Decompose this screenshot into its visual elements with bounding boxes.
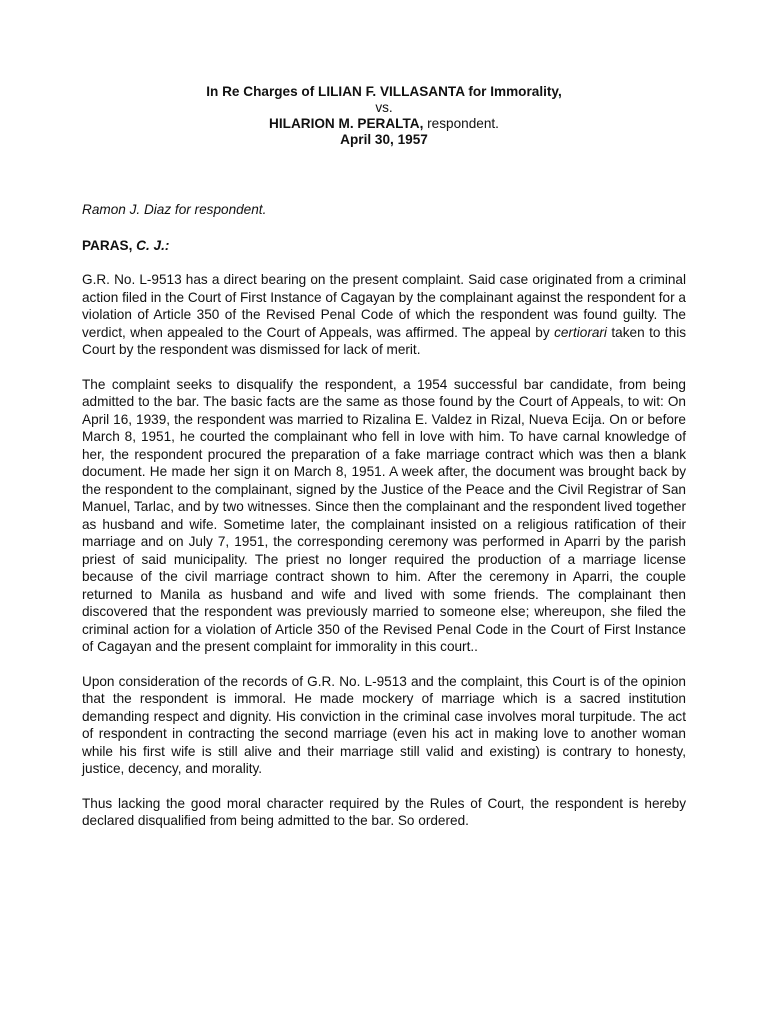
paragraph-4: Thus lacking the good moral character required by the Rules of Court, the respondent is hereby declared disqualified from being admitted to the bar. So ordered. [82, 795, 686, 828]
counsel-line: Ramon J. Diaz for respondent. [82, 202, 267, 217]
document-body [82, 84, 686, 830]
decision-date: April 30, 1957 [340, 132, 428, 147]
paragraph-1 [82, 271, 686, 359]
case-title: In Re Charges of LILIAN F. VILLASANTA for Immorality, [206, 84, 562, 99]
paragraph-2: The complaint seeks to disqualify the respondent, a 1954 successful bar candidate, from being admitted to the bar. The basic facts are the same as those found by the Court of Appeals, to wit: On April 16, 1939, the respondent was married to Rizalina E. Valdez in Rizal, Nueva Ecija. On or before March 8, 1951, he courted the complainant who fell in love with him. To have carnal knowledge of her, the respondent procured the preparation of a fake marriage contract which was then a blank document. He made her sign it on March 8, 1951. A week after, the document was brought back by the respondent to the complainant, signed by the Justice of the Peace and the Civil Registrar of San Manuel, Tarlac, and by two witnesses. Since then the complainant and the respondent lived together as husband and wife. Sometime later, the complainant insisted on a religious ratification of their marriage and on July 7, 1951, the corresponding ceremony was performed in Aparri by the parish priest of said municipality. The priest no longer required the production of a marriage license because of the civil marriage contract shown to him. After the ceremony in Aparri, the couple returned to Manila as husband and wife and lived with some friends. The complainant then discovered that the respondent was previously married to someone else; whereupon, she filed the criminal action for a violation of Article 350 of the Revised Penal Code in the Court of First Instance of Cagayan and the present complaint for immorality in this court.. [82, 376, 686, 654]
ponente [82, 237, 686, 254]
paragraph-1-text-b: taken to this Court by the respondent was dismissed for lack of merit. [82, 324, 687, 357]
paragraph-1-italic: certiorari [554, 324, 607, 340]
versus-label: vs. [375, 100, 393, 115]
case-caption [82, 84, 686, 148]
respondent-name: HILARION M. PERALTA, [269, 116, 424, 131]
respondent-line [82, 116, 686, 132]
ponente-name: PARAS, [82, 238, 137, 253]
paragraph-1-text-a: G.R. No. L-9513 has a direct bearing on the present complaint. Said case originated from a criminal action filed in the Court of First Instance of Cagayan by the complainant against the respondent for a violation of Article 350 of the Revised Penal Code of which the respondent was found guilty. The verdict, when appealed to the Court of Appeals, was affirmed. The appeal by [82, 272, 686, 340]
respondent-role: respondent. [423, 116, 499, 131]
paragraph-3: Upon consideration of the records of G.R. No. L-9513 and the complaint, this Court is of the opinion that the respondent is immoral. He made mockery of marriage which is a sacred institution demanding respect and dignity. His conviction in the criminal case involves moral turpitude. The act of respondent in contracting the second marriage (even his act in making love to another woman while his first wife is still alive and their marriage still valid and existing) is contrary to honesty, justice, decency, and morality. [82, 673, 686, 776]
ponente-title: C. J.: [136, 238, 170, 253]
